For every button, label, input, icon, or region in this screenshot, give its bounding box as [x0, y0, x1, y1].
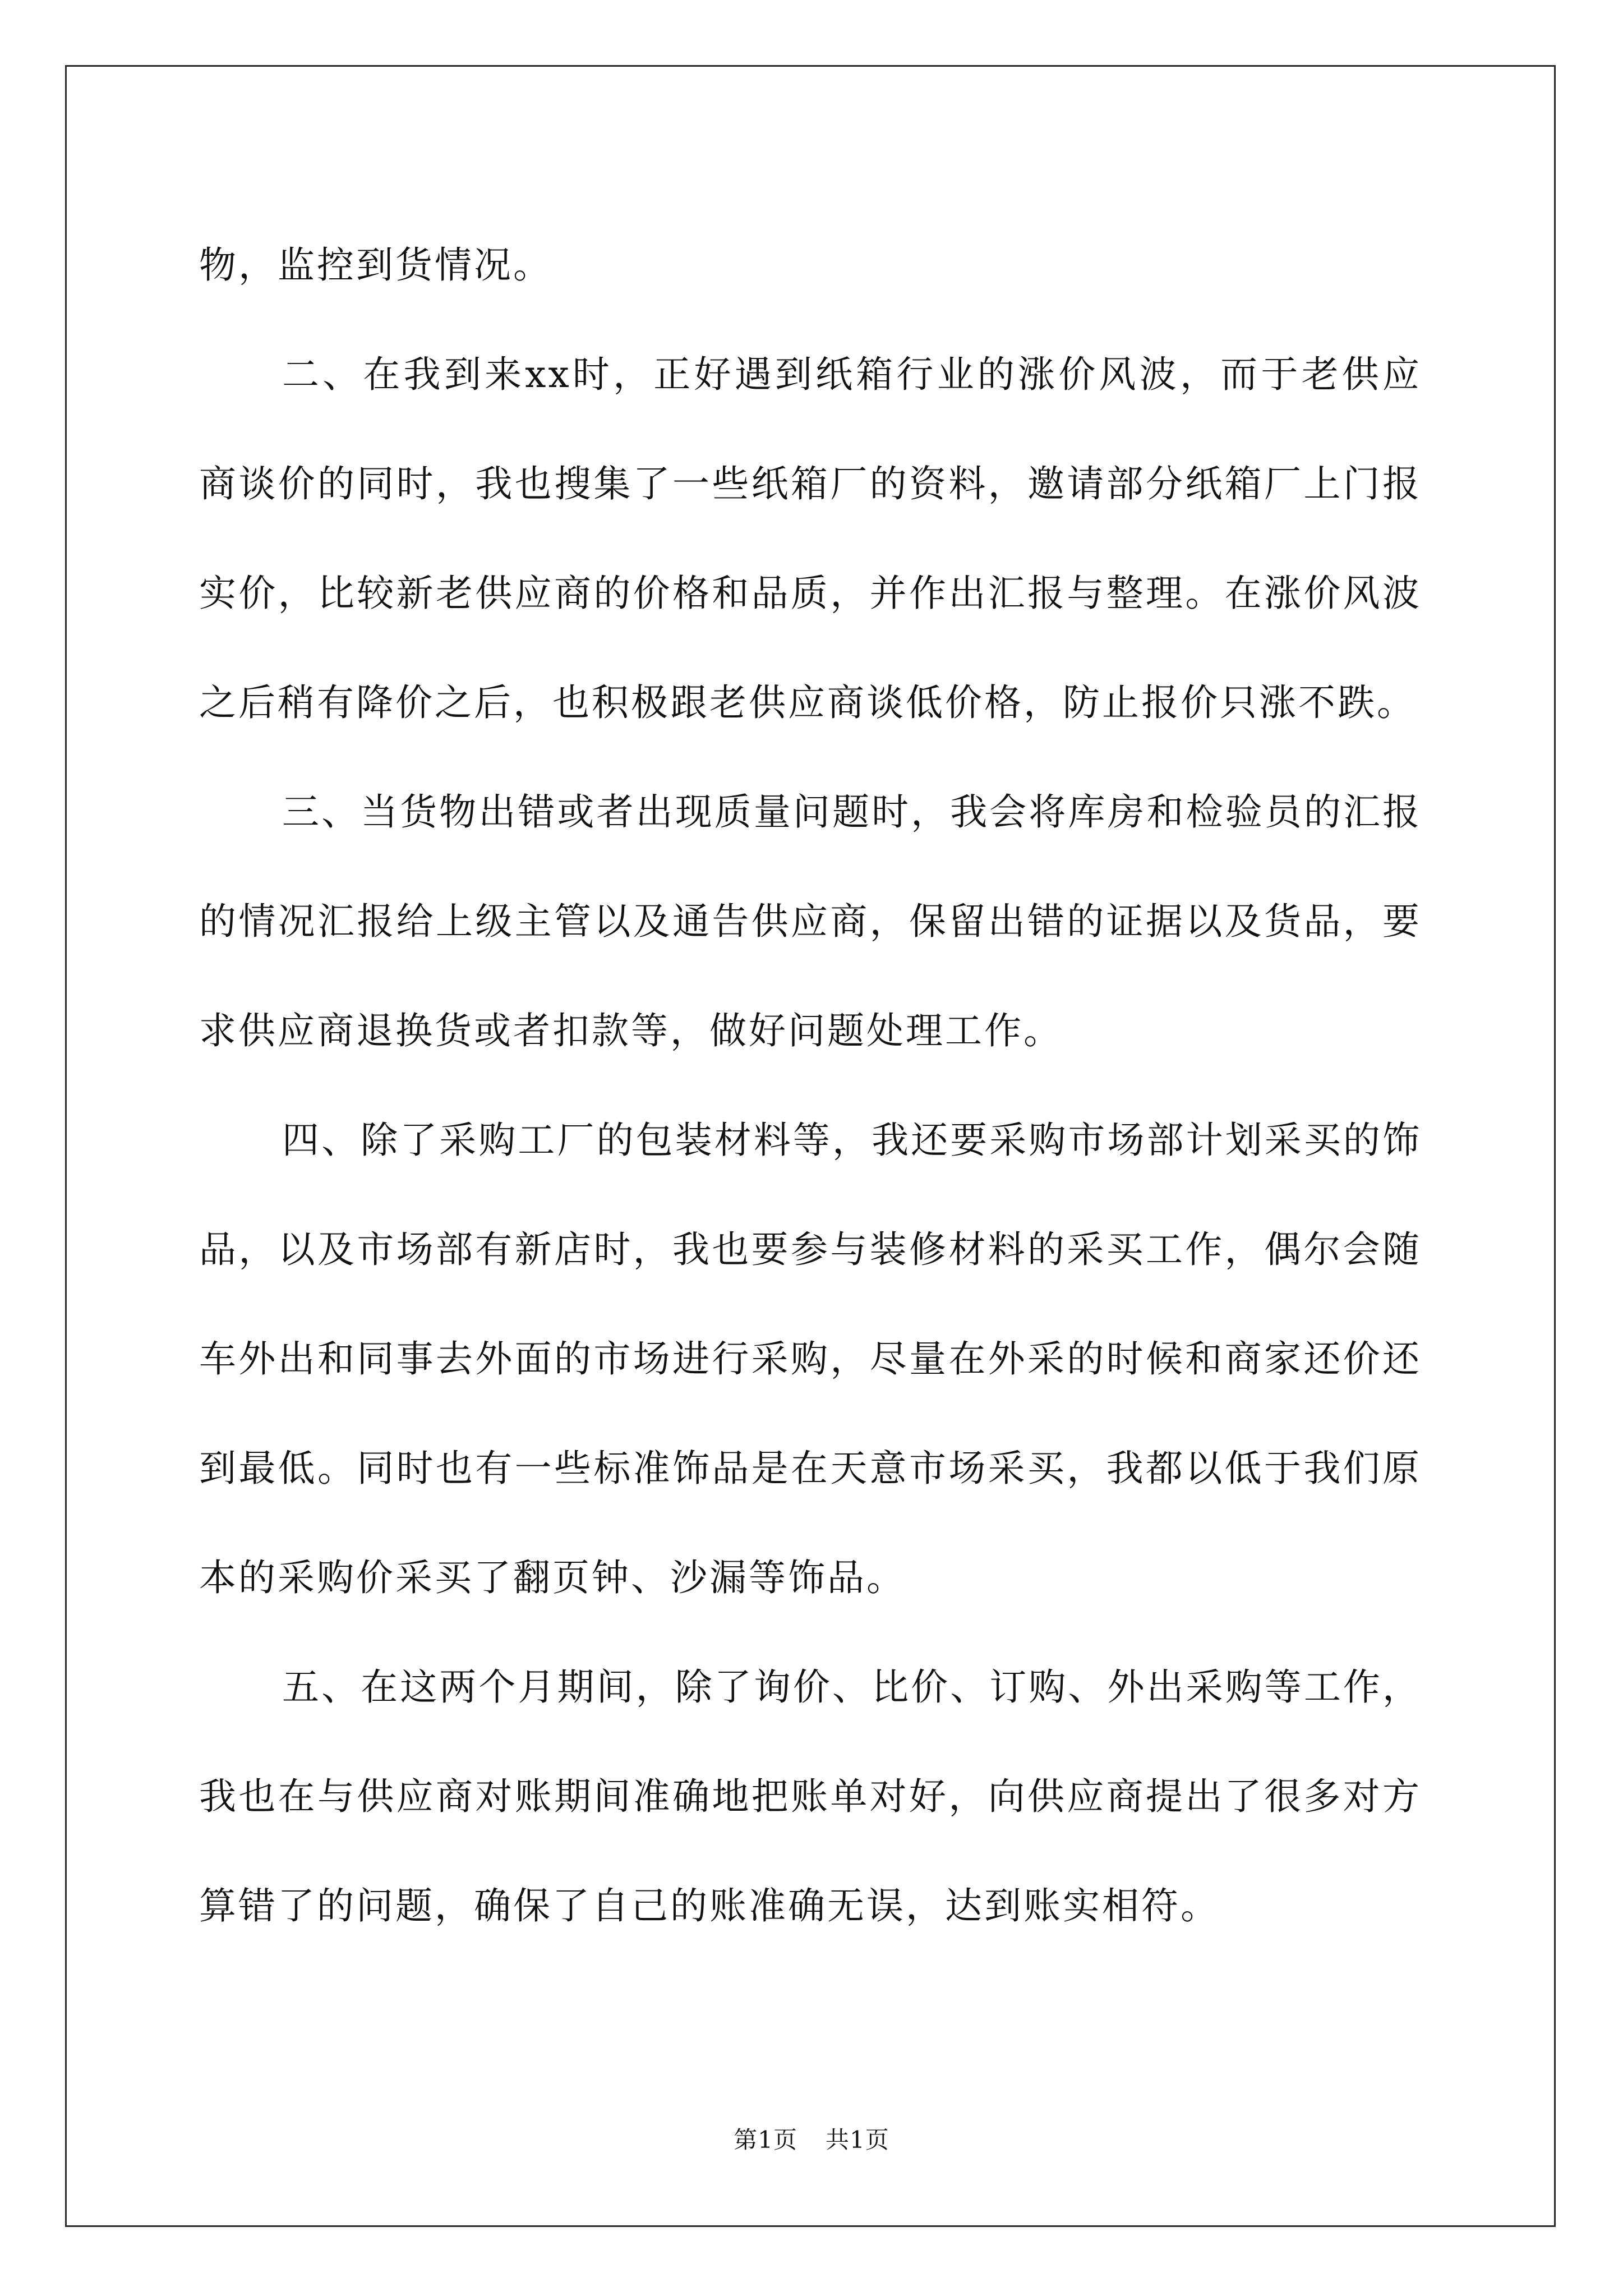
paragraph-4: 四、除了采购工厂的包装材料等，我还要采购市场部计划采买的饰品，以及市场部有新店时，我也要参与装修材料的采买工作，偶尔会随车外出和同事去外面的市场进行采购，尽量在外采的时候和商家还价还到最低。同时也有一些标准饰品是在天意市场采买，我都以低于我们原本的采购价采买了翻页钟、沙漏等饰品。 — [199, 1119, 1422, 1599]
paragraph-2: 二、在我到来xx时，正好遇到纸箱行业的涨价风波，而于老供应商谈价的同时，我也搜集了一些纸箱厂的资料，邀请部分纸箱厂上门报实价，比较新老供应商的价格和品质，并作出汇报与整理。在涨价风波之后稍有降价之后，也积极跟老供应商谈低价格，防止报价只涨不跌。 — [199, 353, 1422, 724]
paragraph-continued: 物，监控到货情况。 — [199, 243, 552, 287]
paragraph-5: 五、在这两个月期间，除了询价、比价、订购、外出采购等工作，我也在与供应商对账期间准确地把账单对好，向供应商提出了很多对方算错了的问题，确保了自己的账准确无误，达到账实相符。 — [199, 1665, 1422, 1927]
page-footer — [0, 2123, 1623, 2157]
document-body — [199, 210, 1422, 1961]
page-number: 第1页 — [734, 2126, 797, 2154]
page-total: 共1页 — [826, 2126, 889, 2154]
paragraph-3: 三、当货物出错或者出现质量问题时，我会将库房和检验员的汇报的情况汇报给上级主管以及通告供应商，保留出错的证据以及货品，要求供应商退换货或者扣款等，做好问题处理工作。 — [199, 790, 1422, 1052]
